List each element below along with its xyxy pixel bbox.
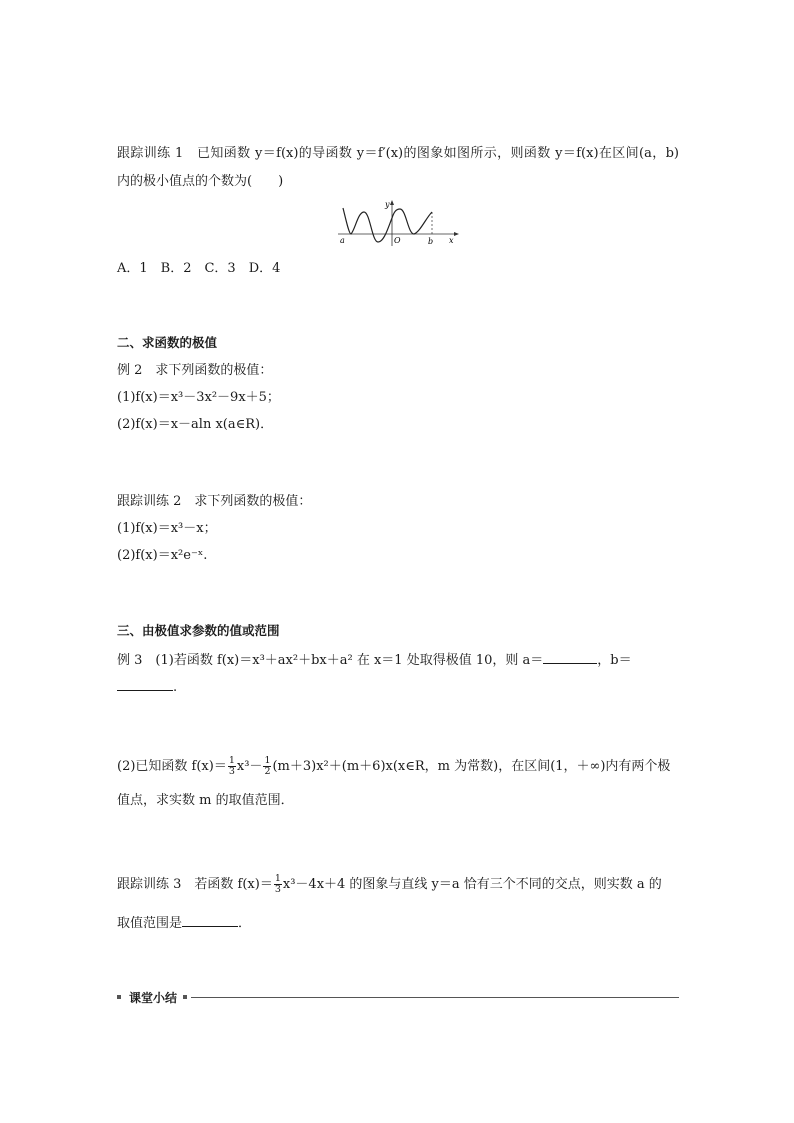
fraction-denominator: 3 xyxy=(228,766,235,777)
example3-2-line1 xyxy=(117,756,679,778)
derivative-graph-figure xyxy=(336,198,460,248)
summary-divider xyxy=(191,997,679,998)
answer-blank-range[interactable] xyxy=(182,914,238,927)
example3-line1 xyxy=(117,651,679,669)
practice3-line1 xyxy=(117,874,679,896)
derivative-curve xyxy=(343,208,432,242)
exercise1-line1: 跟踪训练 1 已知函数 y＝f(x)的导函数 y＝f′(x)的图象如图所示，则函数 y＝f(x)在区间(a，b) xyxy=(117,146,679,161)
example3-2-mid1: x³－ xyxy=(236,759,263,774)
practice2-item1: (1)f(x)＝x³－x； xyxy=(117,521,217,536)
example3-text: 例 3 (1)若函数 f(x)＝x³＋ax²＋bx＋a² 在 x＝1 处取得极值 10，则 a＝ xyxy=(117,653,544,668)
summary-header xyxy=(117,990,679,1006)
label-a: a xyxy=(340,236,345,245)
label-origin: O xyxy=(394,236,401,245)
fraction-numerator: 1 xyxy=(274,873,281,884)
example2-item1: (1)f(x)＝x³－3x²－9x＋5； xyxy=(117,390,280,405)
practice2-item2: (2)f(x)＝x²e⁻ˣ. xyxy=(117,548,208,563)
example3-2-mid2: (m＋3)x²＋(m＋6)x(x∈R，m 为常数)，在区间(1，＋∞)内有两个极 xyxy=(272,759,671,774)
practice3-mid: x³－4x＋4 的图象与直线 y＝a 恰有三个不同的交点，则实数 a 的 xyxy=(282,877,662,892)
exercise1-line2: 内的极小值点的个数为( ) xyxy=(117,174,284,189)
x-axis-arrow xyxy=(454,232,459,236)
label-b: b xyxy=(428,237,434,246)
label-x: x xyxy=(449,236,454,245)
practice3-line2-end: ． xyxy=(238,916,252,931)
example3-sep: ，b＝ xyxy=(597,653,632,668)
practice3-line2 xyxy=(117,914,679,932)
section2-heading: 二、求函数的极值 xyxy=(117,335,218,350)
example2-title: 例 2 求下列函数的极值： xyxy=(117,363,273,378)
summary-label: 课堂小结 xyxy=(129,991,178,1005)
fraction-denominator: 3 xyxy=(274,884,281,895)
fraction-denominator: 2 xyxy=(264,766,271,777)
fraction-one-third xyxy=(274,874,282,895)
square-bullet-icon xyxy=(117,995,121,999)
practice2-title: 跟踪训练 2 求下列函数的极值： xyxy=(117,494,312,509)
section3-heading: 三、由极值求参数的值或范围 xyxy=(117,623,280,638)
square-bullet-icon xyxy=(183,995,187,999)
example2-item2: (2)f(x)＝x－aln x(a∈R)． xyxy=(117,417,274,432)
fraction-one-half xyxy=(263,756,271,777)
answer-blank-a[interactable] xyxy=(543,651,597,664)
practice3-line2-start: 取值范围是 xyxy=(117,916,183,931)
example3-end: . xyxy=(173,680,178,695)
example3-2-start: (2)已知函数 f(x)＝ xyxy=(117,759,227,774)
answer-blank-b[interactable] xyxy=(117,678,173,691)
fraction-one-third xyxy=(228,756,236,777)
fraction-numerator: 1 xyxy=(228,755,235,766)
label-y: y xyxy=(385,200,390,209)
exercise1-options: A．1 B．2 C．3 D．4 xyxy=(117,261,281,276)
example3-2-line2: 值点，求实数 m 的取值范围． xyxy=(117,793,294,808)
fraction-numerator: 1 xyxy=(264,755,271,766)
y-axis-arrow xyxy=(390,200,394,205)
practice3-start: 跟踪训练 3 若函数 f(x)＝ xyxy=(117,877,273,892)
example3-line2 xyxy=(117,678,679,696)
